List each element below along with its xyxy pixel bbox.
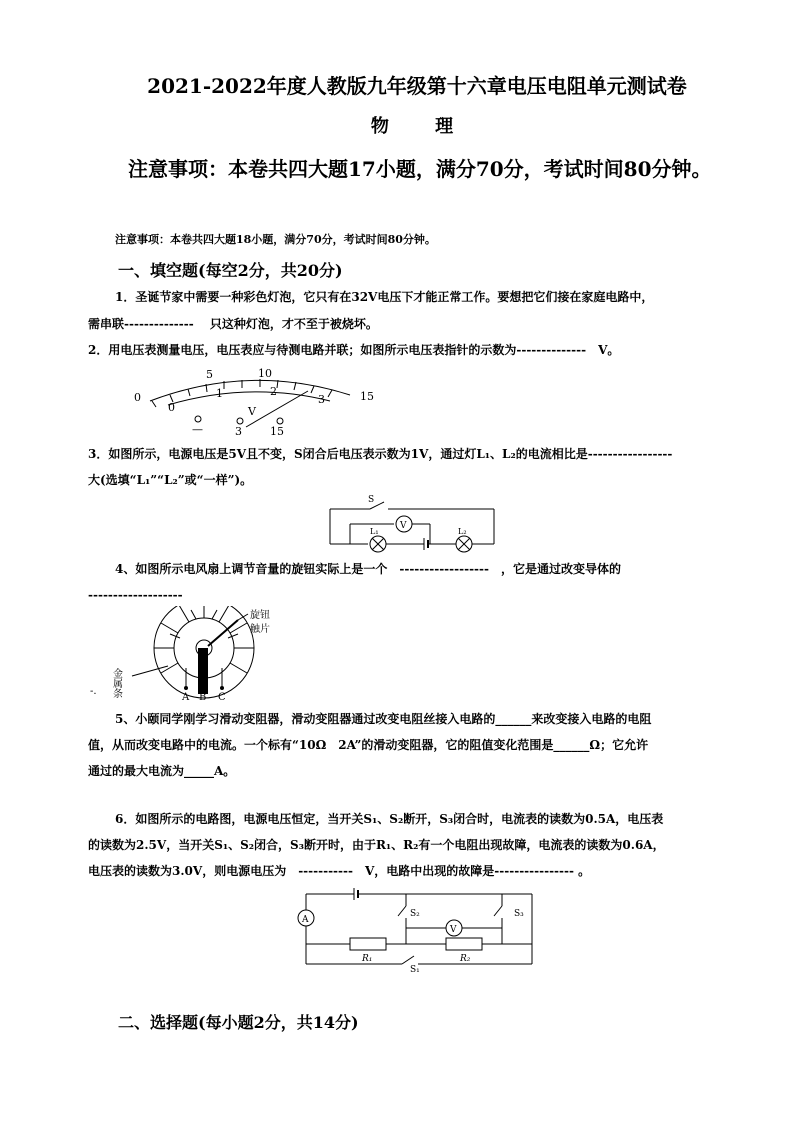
label-s3: S₃: [514, 909, 524, 919]
terminal-3: 3: [235, 425, 242, 437]
label-s2: S₂: [410, 909, 420, 919]
notice-small: 注意事项：本卷共四大题18小题，满分70分，考试时间80分钟。: [115, 233, 436, 246]
label-voltmeter-v: V: [400, 521, 407, 531]
figure-note: -.: [90, 686, 97, 697]
question-3-line1: 3．如图所示，电源电压是5V且不变，S闭合后电压表示数为1V，通过灯L₁、L₂的电流相比是-----------------: [88, 447, 673, 461]
dial-inner-tick-1: 1: [216, 387, 223, 400]
dial-outer-tick-10: 10: [258, 367, 272, 380]
label-voltmeter-v6: V: [450, 925, 457, 935]
question-1-line2: 需串联-------------- 只这种灯泡，才不至于被烧坏。: [88, 317, 378, 331]
knob-figure-q4: [88, 606, 288, 702]
terminal-b: B: [199, 692, 207, 702]
question-6-line1: 6．如图所示的电路图，电源电压恒定，当开关S₁、S₂断开，S₃闭合时，电流表的读数为0.5A，电压表: [115, 812, 664, 826]
label-contact: 触片: [250, 624, 270, 635]
dial-inner-tick-0: 0: [168, 401, 175, 414]
question-6-line2: 的读数为2.5V，当开关S₁、S₂闭合，S₃断开时，由于R₁、R₂有一个电阻出现故障，电流表的读数为0.6A，: [88, 838, 665, 852]
page-title: 2021-2022年度人教版九年级第十六章电压电阻单元测试卷: [147, 74, 687, 98]
question-3-line2: 大(选填“L₁”“L₂”或“一样”)。: [88, 473, 253, 487]
dial-outer-tick-0: 0: [134, 391, 141, 404]
dial-inner-tick-2: 2: [270, 385, 277, 398]
subject-label: 物 理: [370, 116, 454, 137]
section-heading-fill-blank: 一、填空题(每空2分，共20分): [118, 261, 343, 280]
terminal-15: 15: [270, 425, 284, 437]
terminal-a: A: [182, 692, 190, 702]
voltmeter-dial-figure: [130, 365, 390, 437]
label-l1: L₁: [370, 527, 379, 536]
label-metal-strip: 金属条: [110, 668, 122, 698]
label-s1: S₁: [410, 965, 420, 972]
dial-outer-tick-5: 5: [206, 368, 213, 381]
dial-inner-tick-3: 3: [318, 393, 325, 406]
label-ammeter-a: A: [302, 915, 309, 925]
question-2: 2．用电压表测量电压，电压表应与待测电路并联；如图所示电压表指针的示数为-------------- V。: [88, 343, 620, 357]
label-knob: 旋钮: [250, 610, 270, 621]
label-r1: R₁: [362, 954, 373, 964]
dial-outer-tick-15: 15: [360, 390, 374, 403]
label-switch-s: S: [368, 495, 375, 505]
question-5-line1: 5、小颐同学刚学习滑动变阻器，滑动变阻器通过改变电阻丝接入电路的______来改变接入电路的电阻: [115, 712, 652, 726]
question-5-line2: 值，从而改变电路中的电流。一个标有“10Ω 2A”的滑动变阻器，它的阻值变化范围是______Ω；它允许: [88, 738, 649, 752]
section-heading-choice: 二、选择题(每小题2分，共14分): [118, 1013, 359, 1032]
label-r2: R₂: [460, 954, 471, 964]
question-1-line1: 1．圣诞节家中需要一种彩色灯泡，它只有在32V电压下才能正常工作。要想把它们接在家庭电路中，: [115, 290, 654, 304]
terminal-c: C: [218, 692, 226, 702]
notice-large: 注意事项：本卷共四大题17小题，满分70分，考试时间80分钟。: [128, 157, 712, 181]
label-l2: L₂: [458, 527, 467, 536]
terminal-negative: —: [192, 423, 203, 436]
question-5-line3: 通过的最大电流为_____A。: [88, 764, 236, 778]
dial-symbol-v: V: [248, 405, 256, 418]
question-4-line1: 4、如图所示电风扇上调节音量的旋钮实际上是一个 ------------------ ，它是通过改变导体的: [115, 562, 622, 576]
circuit-figure-q6: [286, 884, 548, 972]
circuit-figure-q3: [328, 492, 498, 554]
question-4-line2: -------------------: [88, 588, 183, 602]
question-6-line3: 电压表的读数为3.0V，则电源电压为 ----------- V，电路中出现的故障是---------------- 。: [88, 864, 591, 878]
